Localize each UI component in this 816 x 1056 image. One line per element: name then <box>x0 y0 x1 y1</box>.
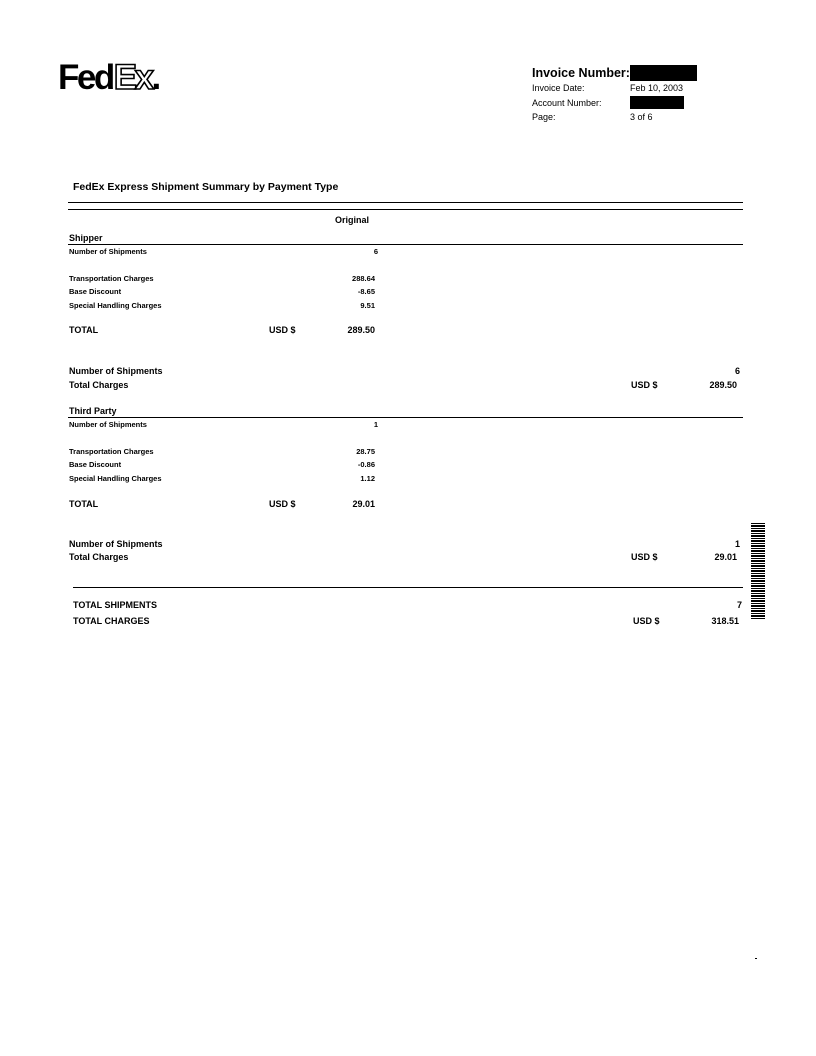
third-party-charge-label: Transportation Charges <box>69 447 154 456</box>
third-party-total-value: 29.01 <box>352 499 375 509</box>
page-label: Page: <box>532 112 556 122</box>
section-rule-shipper <box>68 244 743 245</box>
shipper-summary-charges-value: 289.50 <box>709 380 737 390</box>
barcode <box>751 523 765 620</box>
third-party-charge-value: 1.12 <box>360 474 375 483</box>
shipper-charge-value: -8.65 <box>357 287 375 296</box>
third-party-shipments-value: 1 <box>373 420 378 429</box>
shipper-charge-value: 288.64 <box>352 274 375 283</box>
grand-total-rule <box>73 587 743 588</box>
invoice-number-label: Invoice Number: <box>532 66 630 80</box>
shipper-summary-charges-label: Total Charges <box>69 380 129 390</box>
logo-ex: Ex <box>113 58 152 97</box>
third-party-shipments-label: Number of Shipments <box>69 420 147 429</box>
title-rule-bottom <box>68 209 743 210</box>
third-party-summary-shipments-label: Number of Shipments <box>69 539 163 549</box>
third-party-charge-label: Special Handling Charges <box>69 474 162 483</box>
third-party-summary-shipments-value: 1 <box>734 539 740 549</box>
page-value: 3 of 6 <box>630 112 653 122</box>
section-rule-third-party <box>68 417 743 418</box>
shipper-summary-currency: USD $ <box>631 380 658 390</box>
account-number-label: Account Number: <box>532 98 602 108</box>
third-party-summary-currency: USD $ <box>631 552 658 562</box>
shipper-charge-label: Special Handling Charges <box>69 301 162 310</box>
shipper-total-value: 289.50 <box>347 325 375 335</box>
document-title: FedEx Express Shipment Summary by Payment Type <box>73 181 339 193</box>
column-header-original: Original <box>335 215 370 225</box>
logo-fed: Fed <box>58 58 113 97</box>
account-number-redaction <box>630 96 684 109</box>
third-party-charge-value: 28.75 <box>356 447 375 456</box>
total-charges-value: 318.51 <box>711 616 739 626</box>
shipper-total-label: TOTAL <box>69 325 99 335</box>
third-party-total-currency: USD $ <box>269 499 296 509</box>
third-party-summary-charges-value: 29.01 <box>714 552 737 562</box>
third-party-summary-charges-label: Total Charges <box>69 552 129 562</box>
shipper-summary-shipments-value: 6 <box>734 366 740 376</box>
total-shipments-value: 7 <box>736 600 742 610</box>
fedex-logo <box>58 58 161 98</box>
page-mark <box>755 958 757 959</box>
shipper-charge-value: 9.51 <box>360 301 375 310</box>
shipper-shipments-label: Number of Shipments <box>69 247 147 256</box>
third-party-charge-value: -0.86 <box>357 460 375 469</box>
title-rule-top <box>68 202 743 203</box>
section-title-third-party: Third Party <box>69 406 117 416</box>
invoice-number-redaction <box>630 65 697 81</box>
invoice-date-value: Feb 10, 2003 <box>630 83 684 93</box>
invoice-date-label: Invoice Date: <box>532 83 585 93</box>
shipper-shipments-value: 6 <box>373 247 378 256</box>
shipper-charge-label: Base Discount <box>69 287 122 296</box>
logo-dot: . <box>151 58 162 97</box>
third-party-total-label: TOTAL <box>69 499 99 509</box>
third-party-charge-label: Base Discount <box>69 460 122 469</box>
total-charges-label: TOTAL CHARGES <box>73 616 150 626</box>
total-charges-currency: USD $ <box>633 616 660 626</box>
shipper-charge-label: Transportation Charges <box>69 274 154 283</box>
total-shipments-label: TOTAL SHIPMENTS <box>73 600 158 610</box>
section-title-shipper: Shipper <box>69 233 103 243</box>
shipper-total-currency: USD $ <box>269 325 296 335</box>
shipper-summary-shipments-label: Number of Shipments <box>69 366 163 376</box>
